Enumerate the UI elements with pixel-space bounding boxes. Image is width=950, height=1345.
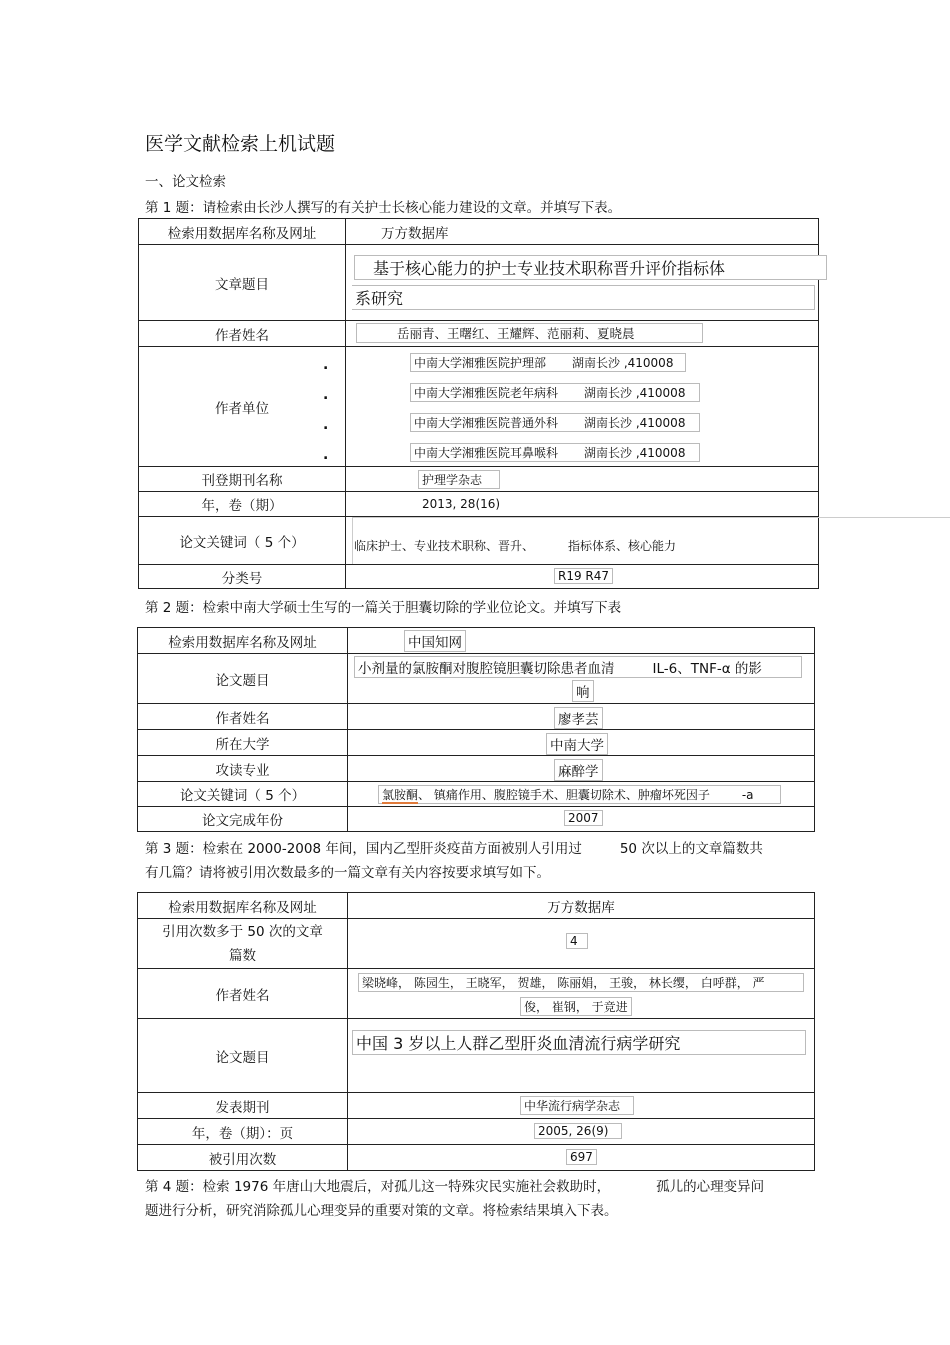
q1-affil-label	[139, 347, 346, 467]
q2-major-label: 攻读专业	[138, 756, 348, 782]
q1-year-cell	[346, 492, 819, 517]
q3-journal-cell	[348, 1093, 815, 1119]
q3-prompt-line2: 有几篇？请将被引用次数最多的一篇文章有关内容按要求填写如下。	[145, 865, 550, 881]
q2-title-cell	[348, 654, 815, 704]
q1-authors-value: 岳丽青、王曙红、王耀辉、范丽莉、夏晓晨	[356, 323, 703, 343]
q3-authors-label: 作者姓名	[138, 969, 348, 1019]
q1-authors-cell	[346, 321, 819, 347]
q3-title-value: 中国 3 岁以上人群乙型肝炎血清流行病学研究	[352, 1030, 806, 1055]
q4-prompt-b: 孤儿的心理变异问	[656, 1179, 765, 1195]
q2-title-b: IL-6、TNF-α 的影	[652, 661, 762, 677]
q2-univ-value: 中南大学	[546, 733, 608, 755]
affil-unit: 中南大学湘雅医院老年病科	[414, 386, 559, 400]
q3-prompt-a: 第 3 题：检索在 2000-2008 年间，国内乙型肝炎疫苗方面被别人引用过	[145, 841, 582, 857]
q1-affil-cell	[346, 347, 819, 467]
q2-keywords-tail: -a	[741, 788, 754, 802]
q1-title-line2: 系研究	[352, 285, 815, 310]
q2-univ-label: 所在大学	[138, 730, 348, 756]
q2-year-label: 论文完成年份	[138, 807, 348, 832]
q2-author-value: 廖孝芸	[554, 707, 603, 729]
q1-affil-bullet-4: .	[323, 447, 329, 463]
q3-count-label	[138, 919, 348, 969]
q3-cited-value: 697	[566, 1149, 597, 1165]
q2-author-label: 作者姓名	[138, 704, 348, 730]
q2-major-value: 麻醉学	[554, 759, 603, 781]
q1-authors-label: 作者姓名	[139, 321, 346, 347]
q1-affil-bullet-1: .	[323, 357, 329, 373]
q1-prompt: 第 1 题：请检索由长沙人撰写的有关护士长核心能力建设的文章。并填写下表。	[145, 200, 622, 216]
q3-journal-label: 发表期刊	[138, 1093, 348, 1119]
q1-db-value: 万方数据库	[381, 226, 449, 242]
q2-keywords-value	[378, 785, 781, 804]
q3-title-cell	[348, 1019, 815, 1093]
affil-place: 湖南长沙 ,410008	[584, 386, 686, 400]
q1-title-label: 文章题目	[139, 245, 346, 321]
q2-keywords-label: 论文关键词（ 5 个）	[138, 782, 348, 807]
q3-journal-value: 中华流行病学杂志	[520, 1096, 634, 1115]
q1-journal-label: 刊登期刊名称	[139, 467, 346, 492]
q4-prompt-a: 第 4 题：检索 1976 年唐山大地震后，对孤儿这一特殊灾民实施社会救助时，	[145, 1179, 611, 1195]
q1-affil-bullet-2: .	[323, 387, 329, 403]
affil-place: 湖南长沙 ,410008	[584, 416, 686, 430]
q1-journal-cell	[346, 467, 819, 492]
q2-univ-cell	[348, 730, 815, 756]
q1-affil-label-text: 作者单位	[215, 400, 269, 417]
q3-cited-cell	[348, 1145, 815, 1171]
q3-authors-line2: 俊， 崔钢， 于竞进	[520, 997, 632, 1016]
q2-year-cell	[348, 807, 815, 832]
q2-table	[137, 627, 815, 832]
q3-title-label: 论文题目	[138, 1019, 348, 1093]
affil-unit: 中南大学湘雅医院护理部	[414, 356, 547, 370]
q1-affil-row-3	[410, 413, 700, 432]
q1-year-label: 年，卷（期）	[139, 492, 346, 517]
q2-title-line2: 响	[572, 680, 594, 702]
q3-prompt-line1	[145, 837, 763, 857]
q4-prompt-line2: 题进行分析，研究消除孤儿心理变异的重要对策的文章。将检索结果填入下表。	[145, 1203, 618, 1219]
section-heading: 一、论文检索	[145, 174, 226, 190]
q2-keyword-first: 氯胺酮	[382, 788, 419, 802]
q1-keywords-b: 指标体系、核心能力	[568, 539, 677, 553]
q2-db-label: 检索用数据库名称及网址	[138, 628, 348, 654]
q3-prompt-b: 50 次以上的文章篇数共	[619, 841, 763, 857]
q3-authors-line1: 梁晓峰， 陈园生， 王晓军， 贺雄， 陈丽娟， 王骏， 林长缨， 白呼群， 严	[358, 973, 804, 992]
q2-db-value: 中国知网	[404, 630, 466, 652]
q1-affil-bullet-3: .	[323, 417, 329, 433]
q3-year-cell	[348, 1119, 815, 1145]
q1-year-value: 2013, 28(16)	[422, 497, 501, 511]
q2-author-cell	[348, 704, 815, 730]
q2-title-label: 论文题目	[138, 654, 348, 704]
q4-prompt-line1	[145, 1175, 764, 1195]
document-title: 医学文献检索上机试题	[145, 133, 336, 155]
q1-keywords-a: 临床护士、专业技术职称、晋升、	[354, 539, 535, 553]
q3-cited-label: 被引用次数	[138, 1145, 348, 1171]
q1-db-cell	[346, 219, 819, 245]
q1-class-label: 分类号	[139, 565, 346, 589]
q1-affil-row-2	[410, 383, 700, 402]
q2-db-cell	[348, 628, 815, 654]
affil-place: 湖南长沙 ,410008	[572, 356, 674, 370]
q1-journal-value: 护理学杂志	[418, 470, 500, 489]
q2-keywords-cell	[348, 782, 815, 807]
q1-keywords-label: 论文关键词（ 5 个）	[139, 517, 346, 565]
q1-title-line1: 基于核心能力的护士专业技术职称晋升评价指标体	[354, 255, 827, 280]
q1-class-value: R19 R47	[554, 568, 613, 584]
q1-affil-row-4	[410, 443, 700, 462]
q1-db-label: 检索用数据库名称及网址	[139, 219, 346, 245]
affil-unit: 中南大学湘雅医院普通外科	[414, 416, 559, 430]
q3-count-label-line2: 篇数	[229, 947, 256, 964]
q1-title-cell	[346, 245, 819, 321]
affil-place: 湖南长沙 ,410008	[584, 446, 686, 460]
q1-table	[138, 218, 819, 589]
q3-count-value: 4	[566, 933, 588, 949]
q2-prompt: 第 2 题：检索中南大学硕士生写的一篇关于胆囊切除的学业位论文。并填写下表	[145, 600, 622, 616]
q1-keywords-cell	[346, 517, 819, 565]
q1-affil-row-1	[410, 353, 686, 372]
q2-title-a: 小剂量的氯胺酮对腹腔镜胆囊切除患者血清	[358, 661, 615, 677]
q3-table	[137, 892, 815, 1171]
q1-class-cell	[346, 565, 819, 589]
q2-title-line1	[354, 656, 802, 678]
q3-year-value: 2005, 26(9)	[534, 1123, 622, 1139]
q3-count-cell	[348, 919, 815, 969]
affil-unit: 中南大学湘雅医院耳鼻喉科	[414, 446, 559, 460]
q3-db-label: 检索用数据库名称及网址	[138, 893, 348, 919]
q3-year-label: 年，卷（期）：页	[138, 1119, 348, 1145]
q3-authors-cell	[348, 969, 815, 1019]
q2-major-cell	[348, 756, 815, 782]
q3-count-label-line1: 引用次数多于 50 次的文章	[162, 923, 323, 940]
q2-keywords-rest: 、 镇痛作用、腹腔镜手术、胆囊切除术、肿瘤坏死因子	[418, 788, 710, 802]
q2-year-value: 2007	[564, 810, 603, 826]
q3-db-value: 万方数据库	[348, 893, 815, 919]
